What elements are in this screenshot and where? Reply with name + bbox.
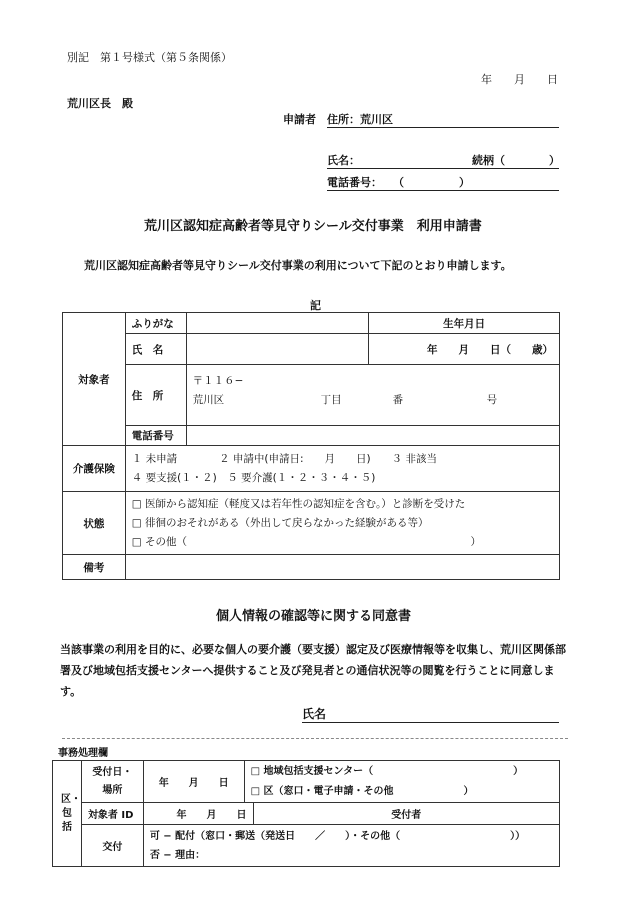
office-side-label: 区・包括 <box>53 761 82 867</box>
application-table <box>62 312 560 580</box>
ki-label: 記 <box>310 299 321 312</box>
address-city: 荒川区 <box>192 394 225 406</box>
applicant-name <box>327 152 559 169</box>
page-title: 荒川区認知症高齢者等見守りシール交付事業 利用申請書 <box>144 219 482 234</box>
phone-label: 電話番号 <box>125 426 186 446</box>
receipt-place <box>244 761 559 803</box>
consent-name[interactable]: 氏名 <box>302 705 559 723</box>
birth-field[interactable]: 年 月 日（ 歳） <box>369 334 560 365</box>
applicant-address: 住所：荒川区 <box>327 111 559 128</box>
insurance-options[interactable] <box>125 446 559 492</box>
issue-yes[interactable]: 可 − 配付（窓口・郵送（発送日 ／ ）・その他（ ）） <box>149 830 526 842</box>
application-date: 年 月 日 <box>481 73 558 86</box>
insurance-line-1: １ 未申請 ２ 申請中(申請日: 月 日) ３ 非該当 <box>131 452 437 465</box>
go-label: 号 <box>486 394 498 406</box>
furigana-label: ふりがな <box>125 313 186 334</box>
office-table <box>52 760 560 867</box>
receiver-label: 受付者 <box>253 803 559 825</box>
address-label: 住 所 <box>125 365 186 426</box>
issue-no[interactable]: 否 − 理由： <box>149 849 206 861</box>
remarks-label: 備考 <box>63 555 126 580</box>
status-label: 状態 <box>63 492 126 555</box>
receipt-date[interactable]: 年 月 日 <box>143 761 244 803</box>
status-checkbox-other[interactable]: □ その他（ ） <box>131 535 481 548</box>
name-field[interactable] <box>186 334 369 365</box>
status-options <box>125 492 559 555</box>
intro-text: 荒川区認知症高齢者等見守りシール交付事業の利用について下記のとおり申請します。 <box>84 259 512 272</box>
applicant-name-label: 氏名： <box>327 154 360 167</box>
furigana-field[interactable] <box>186 313 369 334</box>
divider <box>62 738 568 739</box>
consent-text: 当該事業の利用を目的に、必要な個人の要介護（要支援）認定及び医療情報等を収集し、荒川区関係部署及び地域包括支援センターへ提供すること及び発見者との通信状況等の閲覧を行うことに同意します。 <box>60 643 566 698</box>
issue-label: 交付 <box>81 825 143 867</box>
applicant-phone: 電話番号： （ ） <box>327 174 559 191</box>
status-checkbox-diagnosed[interactable]: □ 医師から認知症（軽度又は若年性の認知症を含む。）と診断を受けた <box>131 497 466 510</box>
status-checkbox-wandering[interactable]: □ 徘徊のおそれがある（外出して戻らなかった経験がある等） <box>131 516 429 529</box>
name-label: 氏 名 <box>125 334 186 365</box>
insurance-label: 介護保険 <box>63 446 126 492</box>
center-checkbox[interactable]: □ 地域包括支援センター（ ） <box>250 765 524 777</box>
form-number: 別記 第１号様式（第５条関係） <box>67 51 232 64</box>
applicant-label: 申請者 <box>283 113 316 126</box>
phone-field[interactable] <box>186 426 559 446</box>
postal-code: 〒１１６− <box>192 375 244 387</box>
subject-id-label: 対象者 ID <box>81 803 143 825</box>
applicant-relation: 続柄（ ） <box>472 154 560 167</box>
office-heading: 事務処理欄 <box>58 748 108 759</box>
birth-label: 生年月日 <box>369 313 560 334</box>
subject-label: 対象者 <box>63 313 126 446</box>
address-field[interactable] <box>186 365 559 426</box>
insurance-line-2: ４ 要支援(１・２) ５ 要介護(１・２・３・４・５) <box>131 471 376 484</box>
ward-checkbox[interactable]: □ 区（窓口・電子申請・その他 ） <box>250 785 474 797</box>
subject-id-date[interactable]: 年 月 日 <box>143 803 253 825</box>
chome-label: 丁目 <box>320 394 342 406</box>
remarks-field[interactable] <box>125 555 559 580</box>
ban-label: 番 <box>392 394 404 406</box>
addressee: 荒川区長 殿 <box>67 97 133 110</box>
receipt-label: 受付日・ 場所 <box>81 761 143 803</box>
consent-title: 個人情報の確認等に関する同意書 <box>216 609 412 624</box>
issue-options <box>143 825 559 867</box>
